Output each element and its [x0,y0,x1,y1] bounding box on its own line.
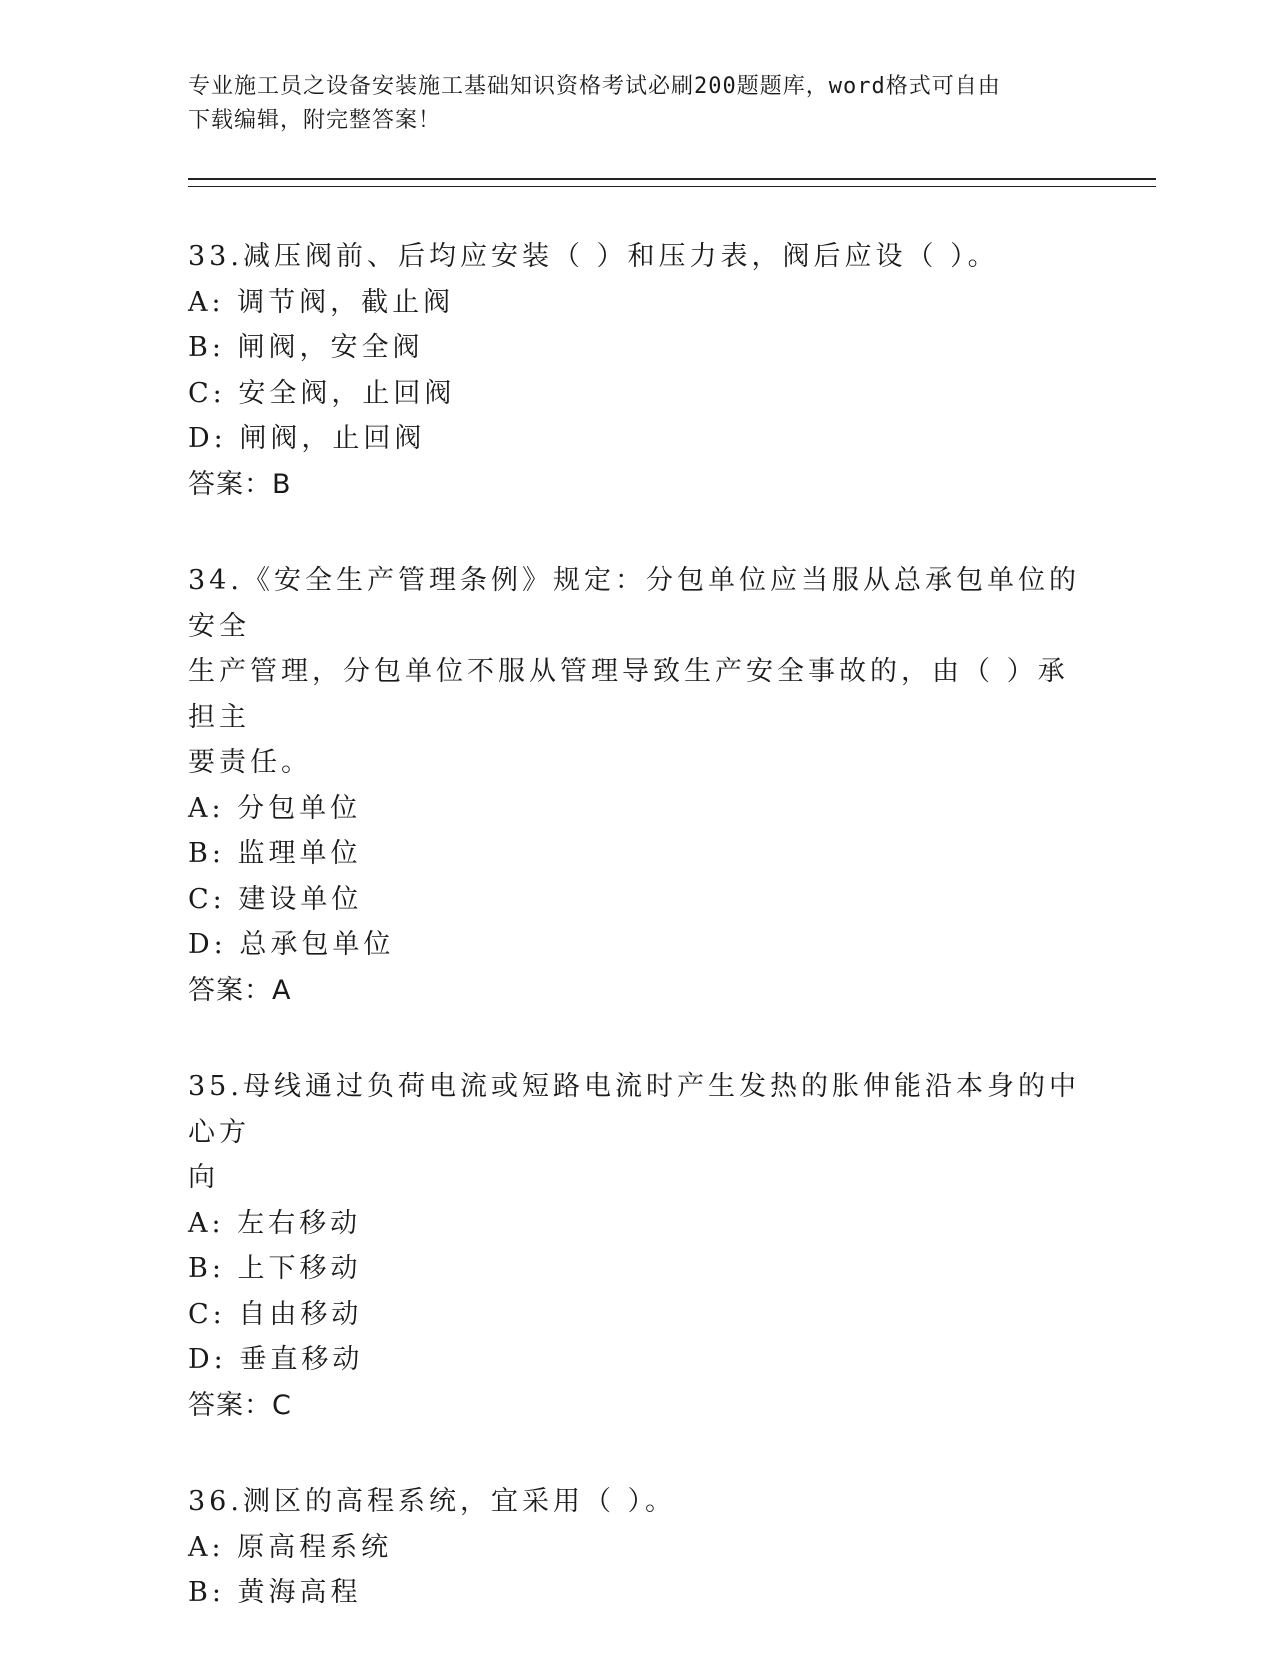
option-d: D: 闸阀，止回阀 [188,423,426,454]
option-c: C: 安全阀，止回阀 [188,377,456,409]
option-a: A: 左右移动 [188,1207,362,1239]
header-line-2: 下载编辑，附完整答案！ [188,108,442,133]
option-b: B: 黄海高程 [188,1577,362,1608]
question-35 [188,1064,1088,1428]
option-a: A: 分包单位 [188,792,362,824]
answer: 答案：B [188,468,292,500]
option-a: A: 调节阀，截止阀 [188,286,455,318]
option-b: B: 闸阀，安全阀 [188,332,424,363]
question-text: 36.测区的高程系统，宜采用（ ）。 [188,1486,677,1517]
question-34 [188,558,1088,1013]
option-d: D: 垂直移动 [188,1344,364,1375]
option-d: D: 总承包单位 [188,929,395,960]
answer: 答案：C [188,1389,292,1421]
question-text: 33.减压阀前、后均应安装（ ）和压力表，阀后应设（ ）。 [188,241,999,272]
question-36 [188,1479,1088,1616]
question-text-line-1: 35.母线通过负荷电流或短路电流时产生发热的胀伸能沿本身的中心方 [188,1071,1080,1148]
question-text-line-2: 向 [188,1162,219,1193]
option-a: A: 原高程系统 [188,1531,393,1563]
option-b: B: 监理单位 [188,838,362,869]
question-text-line-1: 34.《安全生产管理条例》规定：分包单位应当服从总承包单位的安全 [188,565,1080,642]
header-line-1: 专业施工员之设备安装施工基础知识资格考试必刷200题题库，word格式可自由 [188,74,1001,99]
option-c: C: 自由移动 [188,1298,363,1330]
question-text-line-3: 要责任。 [188,747,312,778]
question-33 [188,234,1088,507]
option-c: C: 建设单位 [188,883,363,915]
question-list [188,234,1088,1667]
question-text-line-2: 生产管理，分包单位不服从管理导致生产安全事故的，由（ ）承担主 [188,656,1069,733]
header-divider [188,178,1156,187]
answer: 答案：A [188,974,292,1006]
option-b: B: 上下移动 [188,1253,362,1284]
document-header [188,70,1088,138]
